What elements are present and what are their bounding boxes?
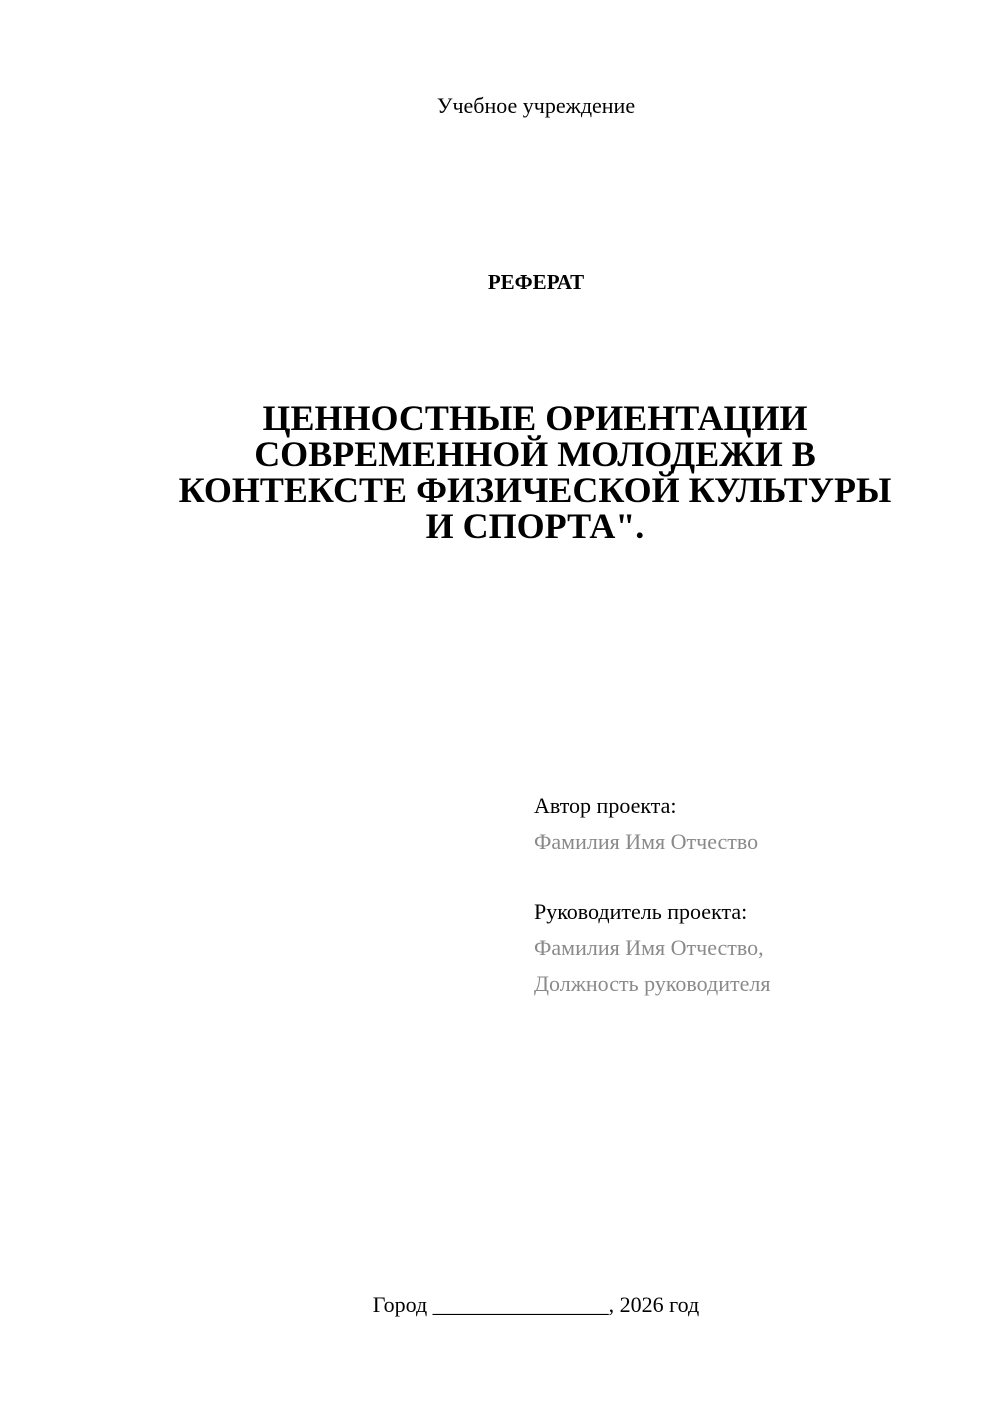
supervisor-name: Фамилия Имя Отчество, [534, 935, 764, 960]
title-line: И СПОРТА". [425, 506, 645, 546]
institution-name: Учебное учреждение [436, 93, 636, 118]
title-line: КОНТЕКСТЕ ФИЗИЧЕСКОЙ КУЛЬТУРЫ [178, 470, 892, 510]
author-name: Фамилия Имя Отчество [534, 829, 759, 854]
title-line: СОВРЕМЕННОЙ МОЛОДЕЖИ В [254, 434, 816, 474]
author-label: Автор проекта: [534, 793, 677, 818]
project-info [534, 788, 954, 1002]
title-line: ЦЕННОСТНЫЕ ОРИЕНТАЦИИ [262, 398, 808, 438]
supervisor-label: Руководитель проекта: [534, 899, 748, 924]
document-type: РЕФЕРАТ [487, 270, 585, 294]
supervisor-position: Должность руководителя [534, 971, 771, 996]
document-title [140, 400, 930, 544]
info-spacer [534, 860, 954, 894]
city-year-footer: Город ________________, 2026 год [372, 1292, 700, 1317]
